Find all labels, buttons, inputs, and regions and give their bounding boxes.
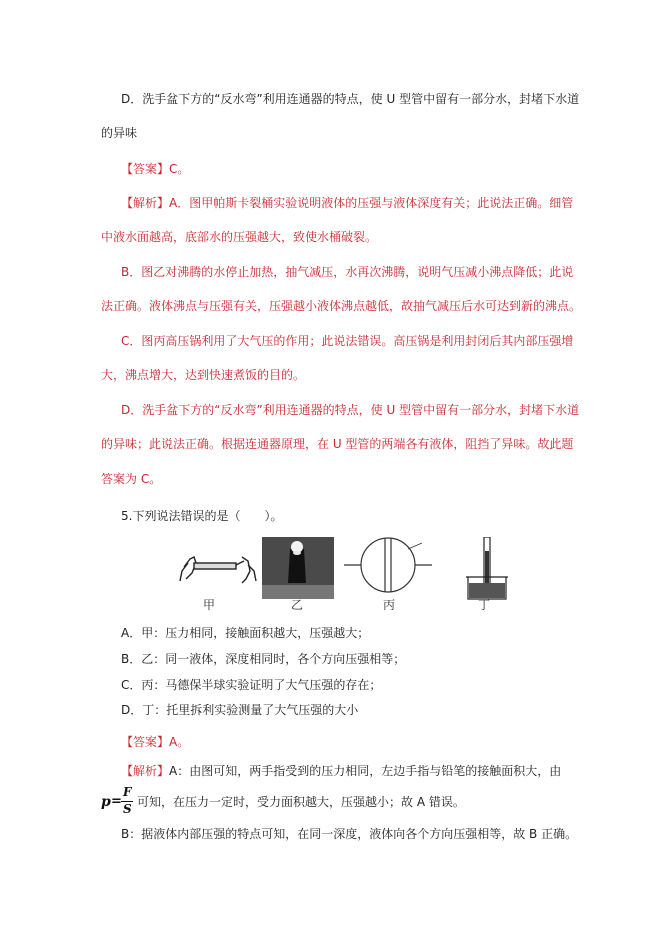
q5-option-d: D．丁：托里拆利实验测量了大气压强的大小 [121,703,359,717]
formula-equals: = [111,794,122,809]
q5-analysis-tag: 【解析】 [121,764,170,778]
formula-denominator: S [123,802,132,816]
prev-analysis-d-line1: D．洗手盆下方的“反水弯”利用连通器的特点，使 U 型管中留有一部分水，封堵下水道 [121,403,580,417]
prev-analysis-a-line1 [121,195,573,211]
prev-analysis-c-line2: 大，沸点增大，达到快速煮饭的目的。 [101,368,306,382]
q5-option-c: C．丙：马德保半球实验证明了大气压强的存在； [121,678,382,692]
formula-numerator: F [123,785,132,799]
prev-analysis-d-line2: 的异味；此说法正确。根据连通器原理，在 U 型管的两端各有液体，阻挡了异味。故此题 [101,437,574,451]
q5-analysis-a-line1 [121,763,561,779]
prev-analysis-b-line1: B．图乙对沸腾的水停止加热，抽气减压，水再次沸腾，说明气压减小沸点降低；此说 [121,265,574,279]
q5-analysis-a-text: A：由图可知，两手指受到的压力相同，左边手指与铅笔的接触面积大，由 [169,764,562,778]
q5-stem: 5.下列说法错误的是（ ）。 [121,509,283,523]
prev-analysis-a-line2: 中液水面越高，底部水的压强越大，致使水桶破裂。 [101,230,378,244]
figure-bing-hemispheres [344,538,432,592]
q5-analysis-b: B：据液体内部压强的特点可知，在同一深度，液体向各个方向压强相等，故 B 正确。 [121,827,578,841]
figure-jia-pencil-fingers [180,557,256,583]
q5-analysis-a-line2: 可知，在压力一定时，受力面积越大，压强越小；故 A 错误。 [137,795,465,809]
prev-analysis-c-line1: C．图丙高压锅利用了大气压的作用；此说法错误。高压锅是利用封闭后其内部压强增 [121,334,574,348]
analysis-tag: 【解析】 [121,196,170,210]
prev-option-d-line1: D．洗手盆下方的“反水弯”利用连通器的特点，使 U 型管中留有一部分水，封堵下水道 [121,92,580,106]
q5-answer: 【答案】A。 [121,735,190,749]
analysis-a-text: A．图甲帕斯卡裂桶实验说明液体的压强与液体深度有关；此说法正确。细管 [169,196,574,210]
figure-ding-torricelli [466,537,508,599]
pressure-formula [101,786,137,816]
figure-label-bing: 丙 [383,598,396,612]
figure-label-jia: 甲 [203,598,216,612]
prev-option-d-line2: 的异味 [101,126,138,140]
prev-analysis-d-line3: 答案为 C。 [101,472,162,486]
figure-label-ding: 丁 [478,598,491,612]
q5-option-b: B．乙：同一液体，深度相同时，各个方向压强相等； [121,652,406,666]
formula-p: p [101,794,111,810]
q5-option-a: A．甲：压力相同，接触面积越大，压强越大； [121,626,370,640]
prev-answer: 【答案】C。 [121,162,190,176]
prev-analysis-b-line2: 法正确。液体沸点与压强有关，压强越小液体沸点越低，故抽气减压后水可达到新的沸点。 [101,299,582,313]
figure-label-yi: 乙 [291,598,304,612]
figure-yi-photo [262,537,334,599]
